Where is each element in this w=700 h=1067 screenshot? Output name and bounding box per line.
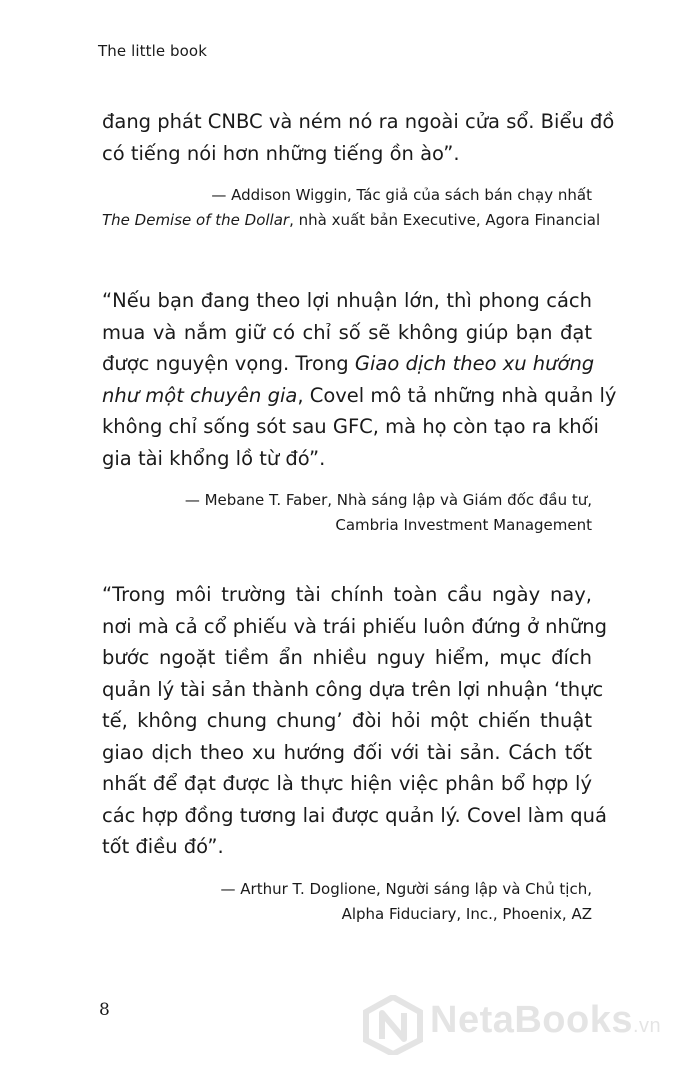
quote-line: các hợp đồng tương lai được quản lý. Covel làm quá	[102, 803, 607, 827]
quote-line: không chỉ sống sót sau GFC, mà họ còn tạo ra khối	[102, 415, 599, 438]
attribution-line: — Arthur T. Doglione, Người sáng lập và Chủ tịch,	[220, 879, 592, 898]
quote-text-3	[102, 579, 607, 863]
book-title: The Demise of the Dollar	[102, 211, 290, 229]
quote-line: tốt điều đó”.	[102, 835, 224, 858]
quote-line: được nguyện vọng. Trong Giao dịch theo xu hướng	[102, 352, 595, 375]
netabooks-logo-icon	[362, 995, 424, 1055]
attribution-3	[102, 877, 592, 927]
quote-line: giao dịch theo xu hướng đối với tài sản. Cách tốt	[102, 740, 592, 764]
quote-line: đang phát CNBC và ném nó ra ngoài cửa sổ. Biểu đồ	[102, 110, 615, 133]
watermark-text: NetaBooks.vn	[430, 999, 662, 1041]
quote-line: như một chuyên gia, Covel mô tả những nhà quản lý	[102, 383, 617, 407]
quote-text-1	[102, 106, 615, 169]
quote-line: nơi mà cả cổ phiếu và trái phiếu luôn đứng ở những	[102, 614, 607, 638]
book-title: như một chuyên gia	[102, 383, 298, 407]
attribution-line: The Demise of the Dollar, nhà xuất bản Executive, Agora Financial	[102, 211, 601, 229]
watermark	[362, 995, 692, 1055]
quote-line: có tiếng nói hơn những tiếng ồn ào”.	[102, 141, 460, 165]
quote-line: tế, không chung chung’ đòi hỏi một chiến thuật	[102, 709, 592, 732]
quote-block-1	[102, 106, 615, 233]
running-header: The little book	[98, 42, 207, 60]
quote-line: nhất để đạt được là thực hiện việc phân bổ hợp lý	[102, 772, 592, 795]
attribution-line: — Addison Wiggin, Tác giả của sách bán chạy nhất	[211, 186, 592, 204]
attribution-1	[102, 183, 601, 233]
quote-text-2	[102, 285, 617, 474]
attribution-2	[102, 488, 592, 538]
book-title: Giao dịch theo xu hướng	[354, 352, 595, 375]
quote-line: quản lý tài sản thành công dựa trên lợi nhuận ‘thực	[102, 677, 604, 701]
quote-line: mua và nắm giữ có chỉ số sẽ không giúp bạn đạt	[102, 320, 592, 344]
quote-block-3	[102, 579, 607, 927]
attribution-line: Alpha Fiduciary, Inc., Phoenix, AZ	[341, 904, 592, 923]
quote-block-2	[102, 285, 617, 538]
quote-line: gia tài khổng lồ từ đó”.	[102, 446, 326, 470]
page-number: 8	[99, 1000, 110, 1020]
attribution-line: Cambria Investment Management	[335, 516, 592, 534]
quote-line: “Trong môi trường tài chính toàn cầu ngày nay,	[102, 583, 592, 606]
attribution-line: — Mebane T. Faber, Nhà sáng lập và Giám đốc đầu tư,	[184, 491, 592, 509]
quote-line: “Nếu bạn đang theo lợi nhuận lớn, thì phong cách	[102, 289, 592, 312]
quote-line: bước ngoặt tiềm ẩn nhiều nguy hiểm, mục đích	[102, 646, 592, 669]
